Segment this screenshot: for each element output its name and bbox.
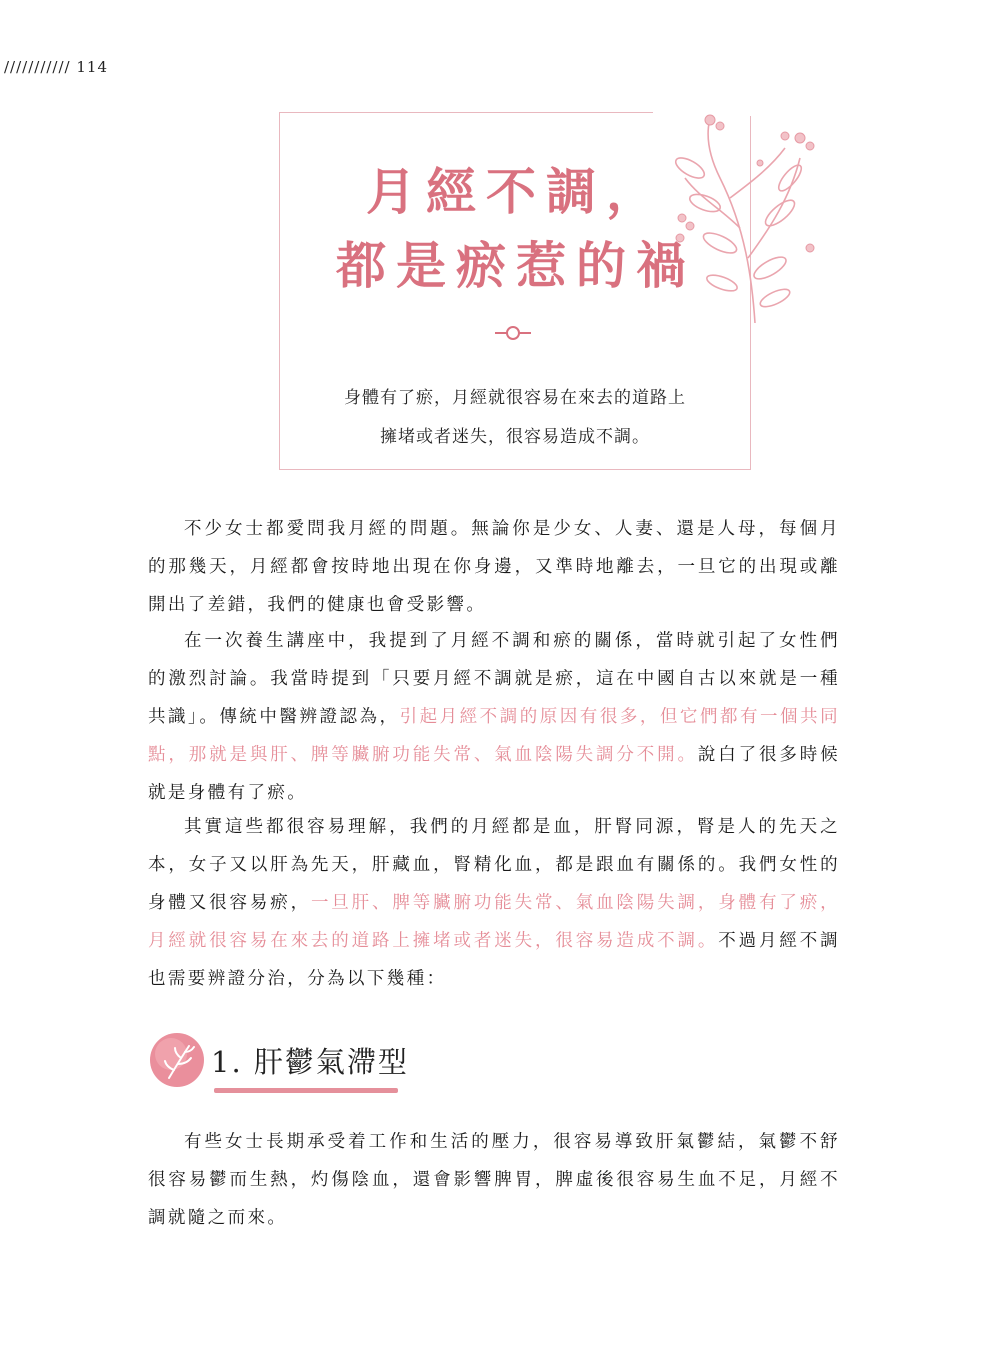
paragraph-2-highlight: 引起月經不調的原因有很多，但它們都有一個共同點，那就是與肝、脾等臟腑功能失常、氣血陰陽失調分不開。 [148, 707, 840, 765]
section-heading: 1. 肝鬱氣滯型 [211, 1045, 409, 1079]
leaf-badge-icon [147, 1030, 207, 1090]
paragraph-3-text-b: 不過月經不調也需要辨證分治，分為以下幾種： [148, 931, 840, 989]
paragraph-3 [148, 808, 840, 998]
paragraph-1: 不少女士都愛問我月經的問題。無論你是少女、人妻、還是人母，每個月的那幾天，月經都會按時地出現在你身邊，又準時地離去，一旦它的出現或離開出了差錯，我們的健康也會受影響。 [148, 519, 840, 615]
paragraph-3-highlight: 一旦肝、脾等臟腑功能失常、氣血陰陽失調，身體有了瘀，月經就很容易在來去的道路上擁堵或者迷失，很容易造成不調。 [148, 893, 840, 951]
subtitle-line-2: 擁堵或者迷失，很容易造成不調。 [380, 427, 650, 447]
page-title-line-1: 月經不調， [366, 162, 666, 221]
ornament-divider-icon [493, 321, 533, 345]
paragraph-3-text-a: 其實這些都很容易理解，我們的月經都是血，肝腎同源，腎是人的先天之本，女子又以肝為先天，肝藏血，腎精化血，都是跟血有關係的。我們女性的身體又很容易瘀， [148, 817, 840, 913]
page-number: /////////// 114 [4, 58, 108, 76]
page-title-line-2: 都是瘀惹的禍 [336, 236, 696, 295]
section-underline [214, 1088, 398, 1093]
paragraph-4: 有些女士長期承受着工作和生活的壓力，很容易導致肝氣鬱結，氣鬱不舒很容易鬱而生熱，灼傷陰血，還會影響脾胃，脾虛後很容易生血不足，月經不調就隨之而來。 [148, 1132, 840, 1228]
paragraph-2-text-a: 在一次養生講座中，我提到了月經不調和瘀的關係，當時就引起了女性們的激烈討論。我當時提到「只要月經不調就是瘀，這在中國自古以來就是一種共識」。傳統中醫辨證認為， [148, 631, 840, 727]
paragraph-2 [148, 622, 840, 812]
paragraph-2-text-b: 說白了很多時候就是身體有了瘀。 [148, 745, 840, 803]
subtitle-line-1: 身體有了瘀，月經就很容易在來去的道路上 [344, 388, 686, 408]
